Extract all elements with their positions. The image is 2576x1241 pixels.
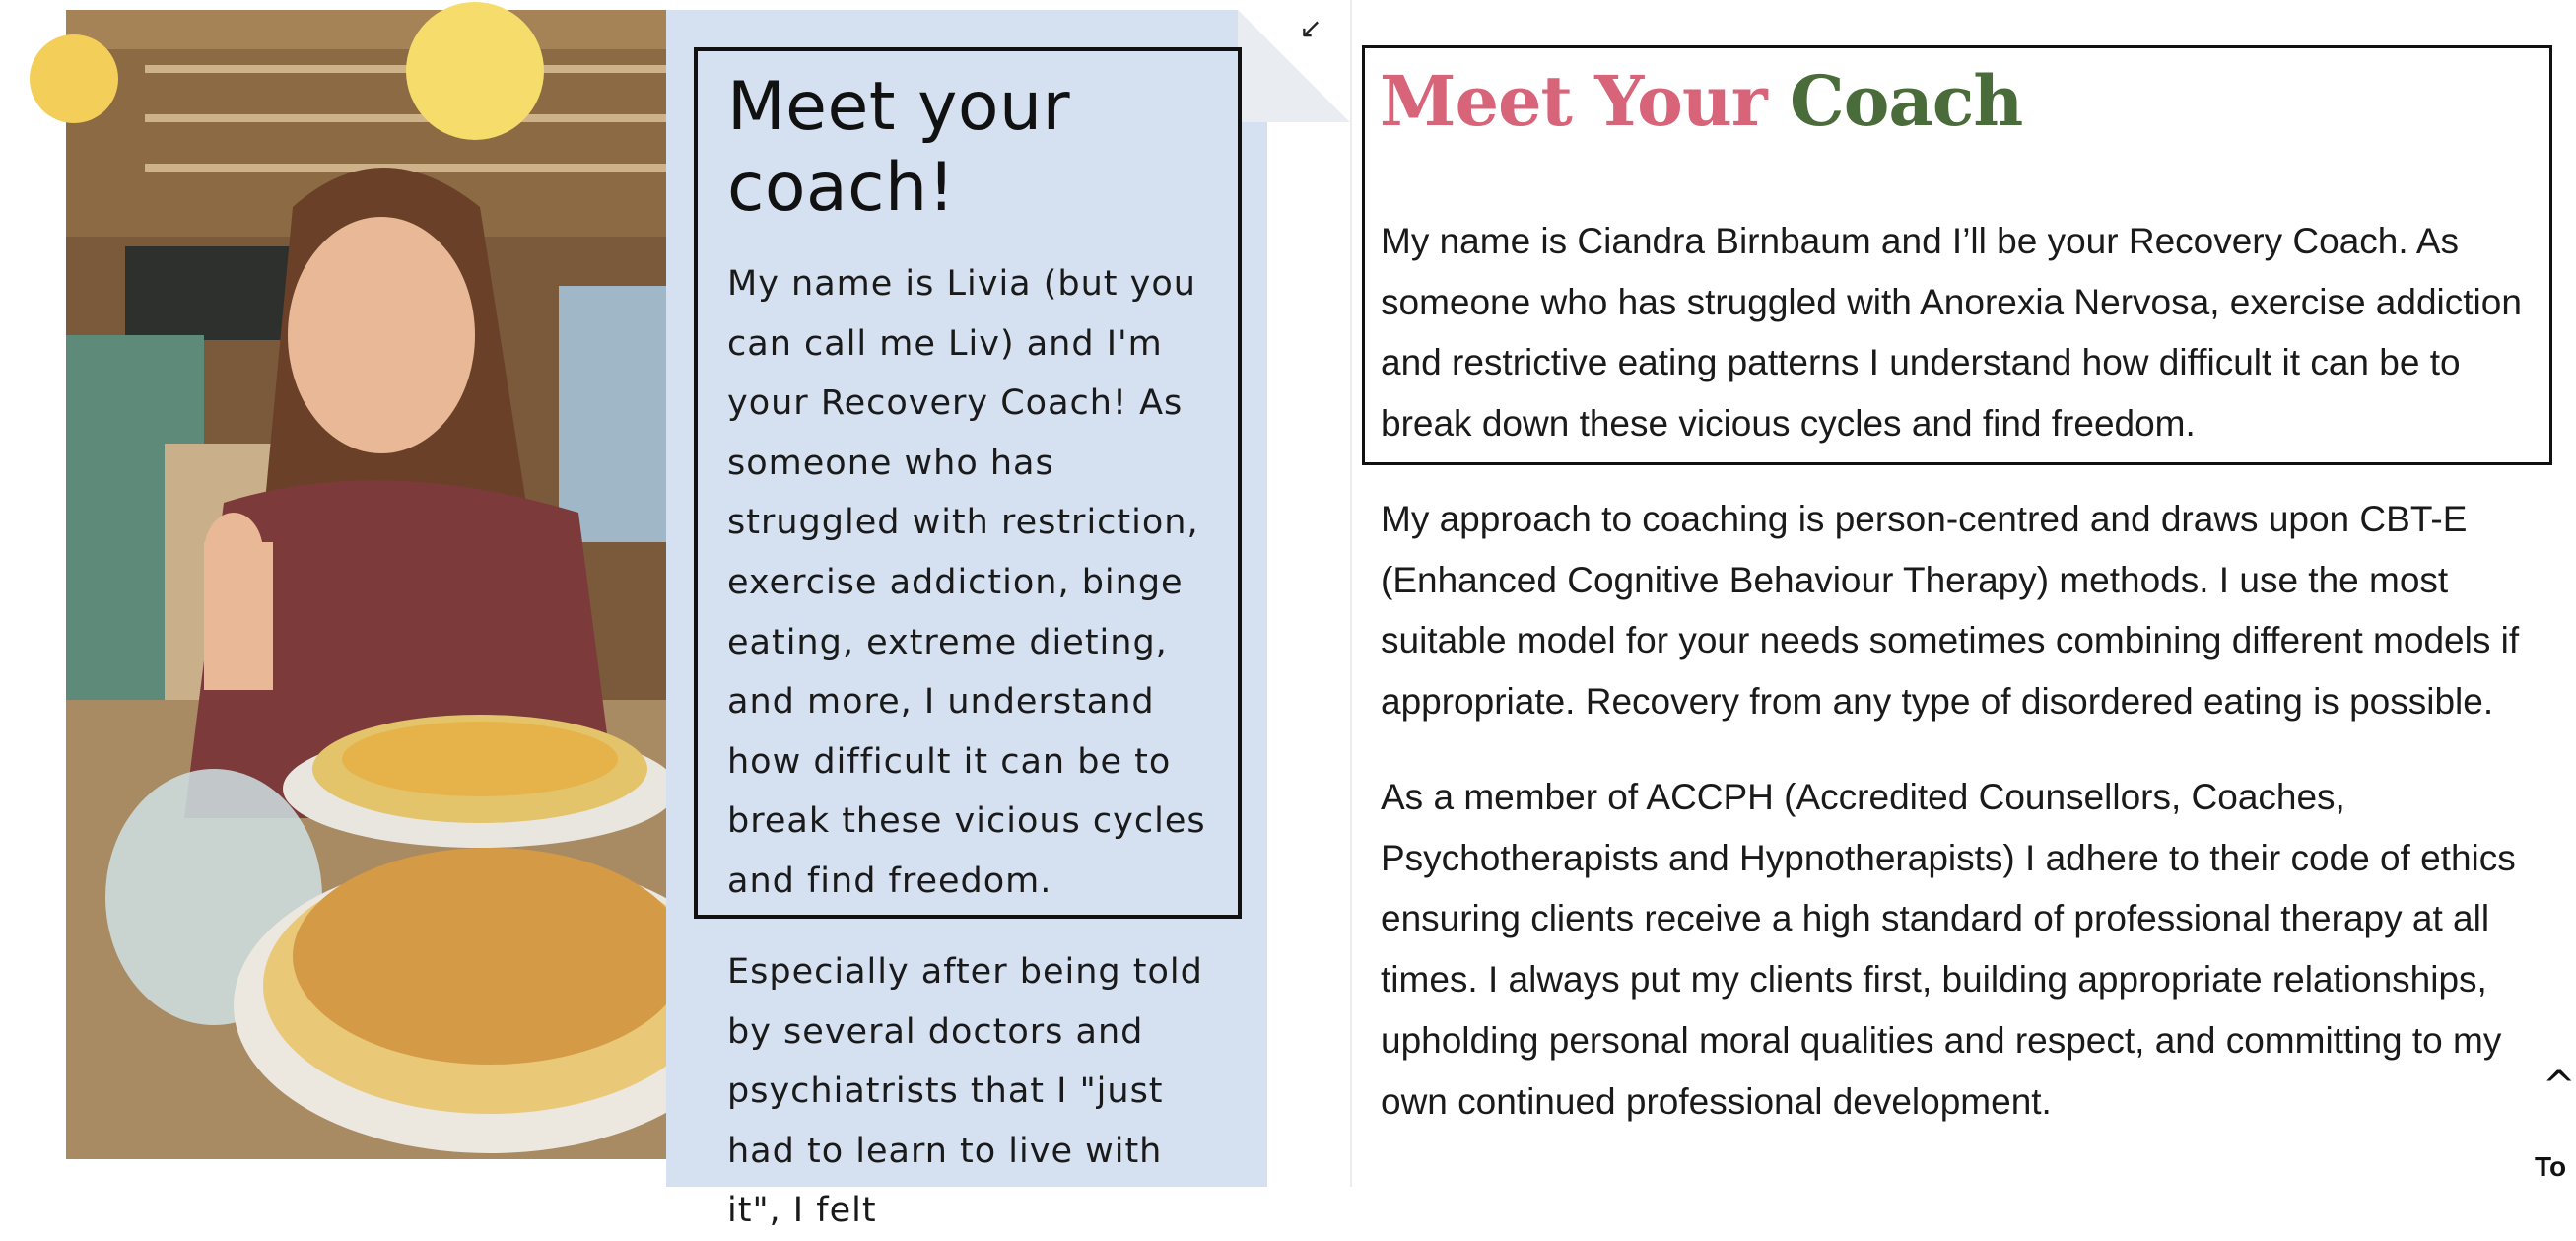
left-heading: Meet your coach!	[727, 68, 1071, 227]
arrow-down-left-icon[interactable]: ↙	[1299, 12, 1322, 44]
chevron-up-icon: ^	[2542, 1064, 2576, 1109]
coach-photo	[66, 10, 666, 1159]
right-heading-part2: Coach	[1790, 60, 2023, 142]
right-paragraph-1: My name is Ciandra Birnbaum and I’ll be your Recovery Coach. As someone who has struggled with Anorexia Nervosa, exercise addiction and restrictive eating patterns I understand how difficult it can be to break down these vicious cycles and find freedom.	[1381, 221, 2522, 445]
right-heading	[1380, 57, 2022, 146]
back-to-top-label: To	[2535, 1151, 2567, 1182]
right-heading-part1: Meet Your	[1380, 60, 1767, 142]
left-intro-text: My name is Livia (but you can call me Liv) and I'm your Recovery Coach! As someone who has struggled with restriction, exercise addiction, binge eating, extreme dieting, and more, I understand how difficult it can be to break these vicious cycles and find freedom.	[727, 264, 1206, 901]
left-continued-text: Especially after being told by several doctors and psychiatrists that I "just had to learn to live with it", I felt	[727, 952, 1203, 1231]
right-paragraph-3: As a member of ACCPH (Accredited Counsellors, Coaches, Psychotherapists and Hypnotherapists) I adhere to their code of ethics ensuring clients receive a high standard of professional therapy at all times. I always put my clients first, building appropriate relationships, upholding personal moral qualities and respect, and committing to my own continued professional development.	[1381, 777, 2516, 1122]
coach-photo-image	[66, 10, 666, 1159]
right-paragraph-2: My approach to coaching is person-centred and draws upon CBT-E (Enhanced Cognitive Behaviour Therapy) methods. I use the most suitable model for your needs sometimes combining different models if appropriate. Recovery from any type of disordered eating is possible.	[1381, 499, 2520, 723]
back-to-top-button[interactable]	[2535, 1064, 2576, 1187]
